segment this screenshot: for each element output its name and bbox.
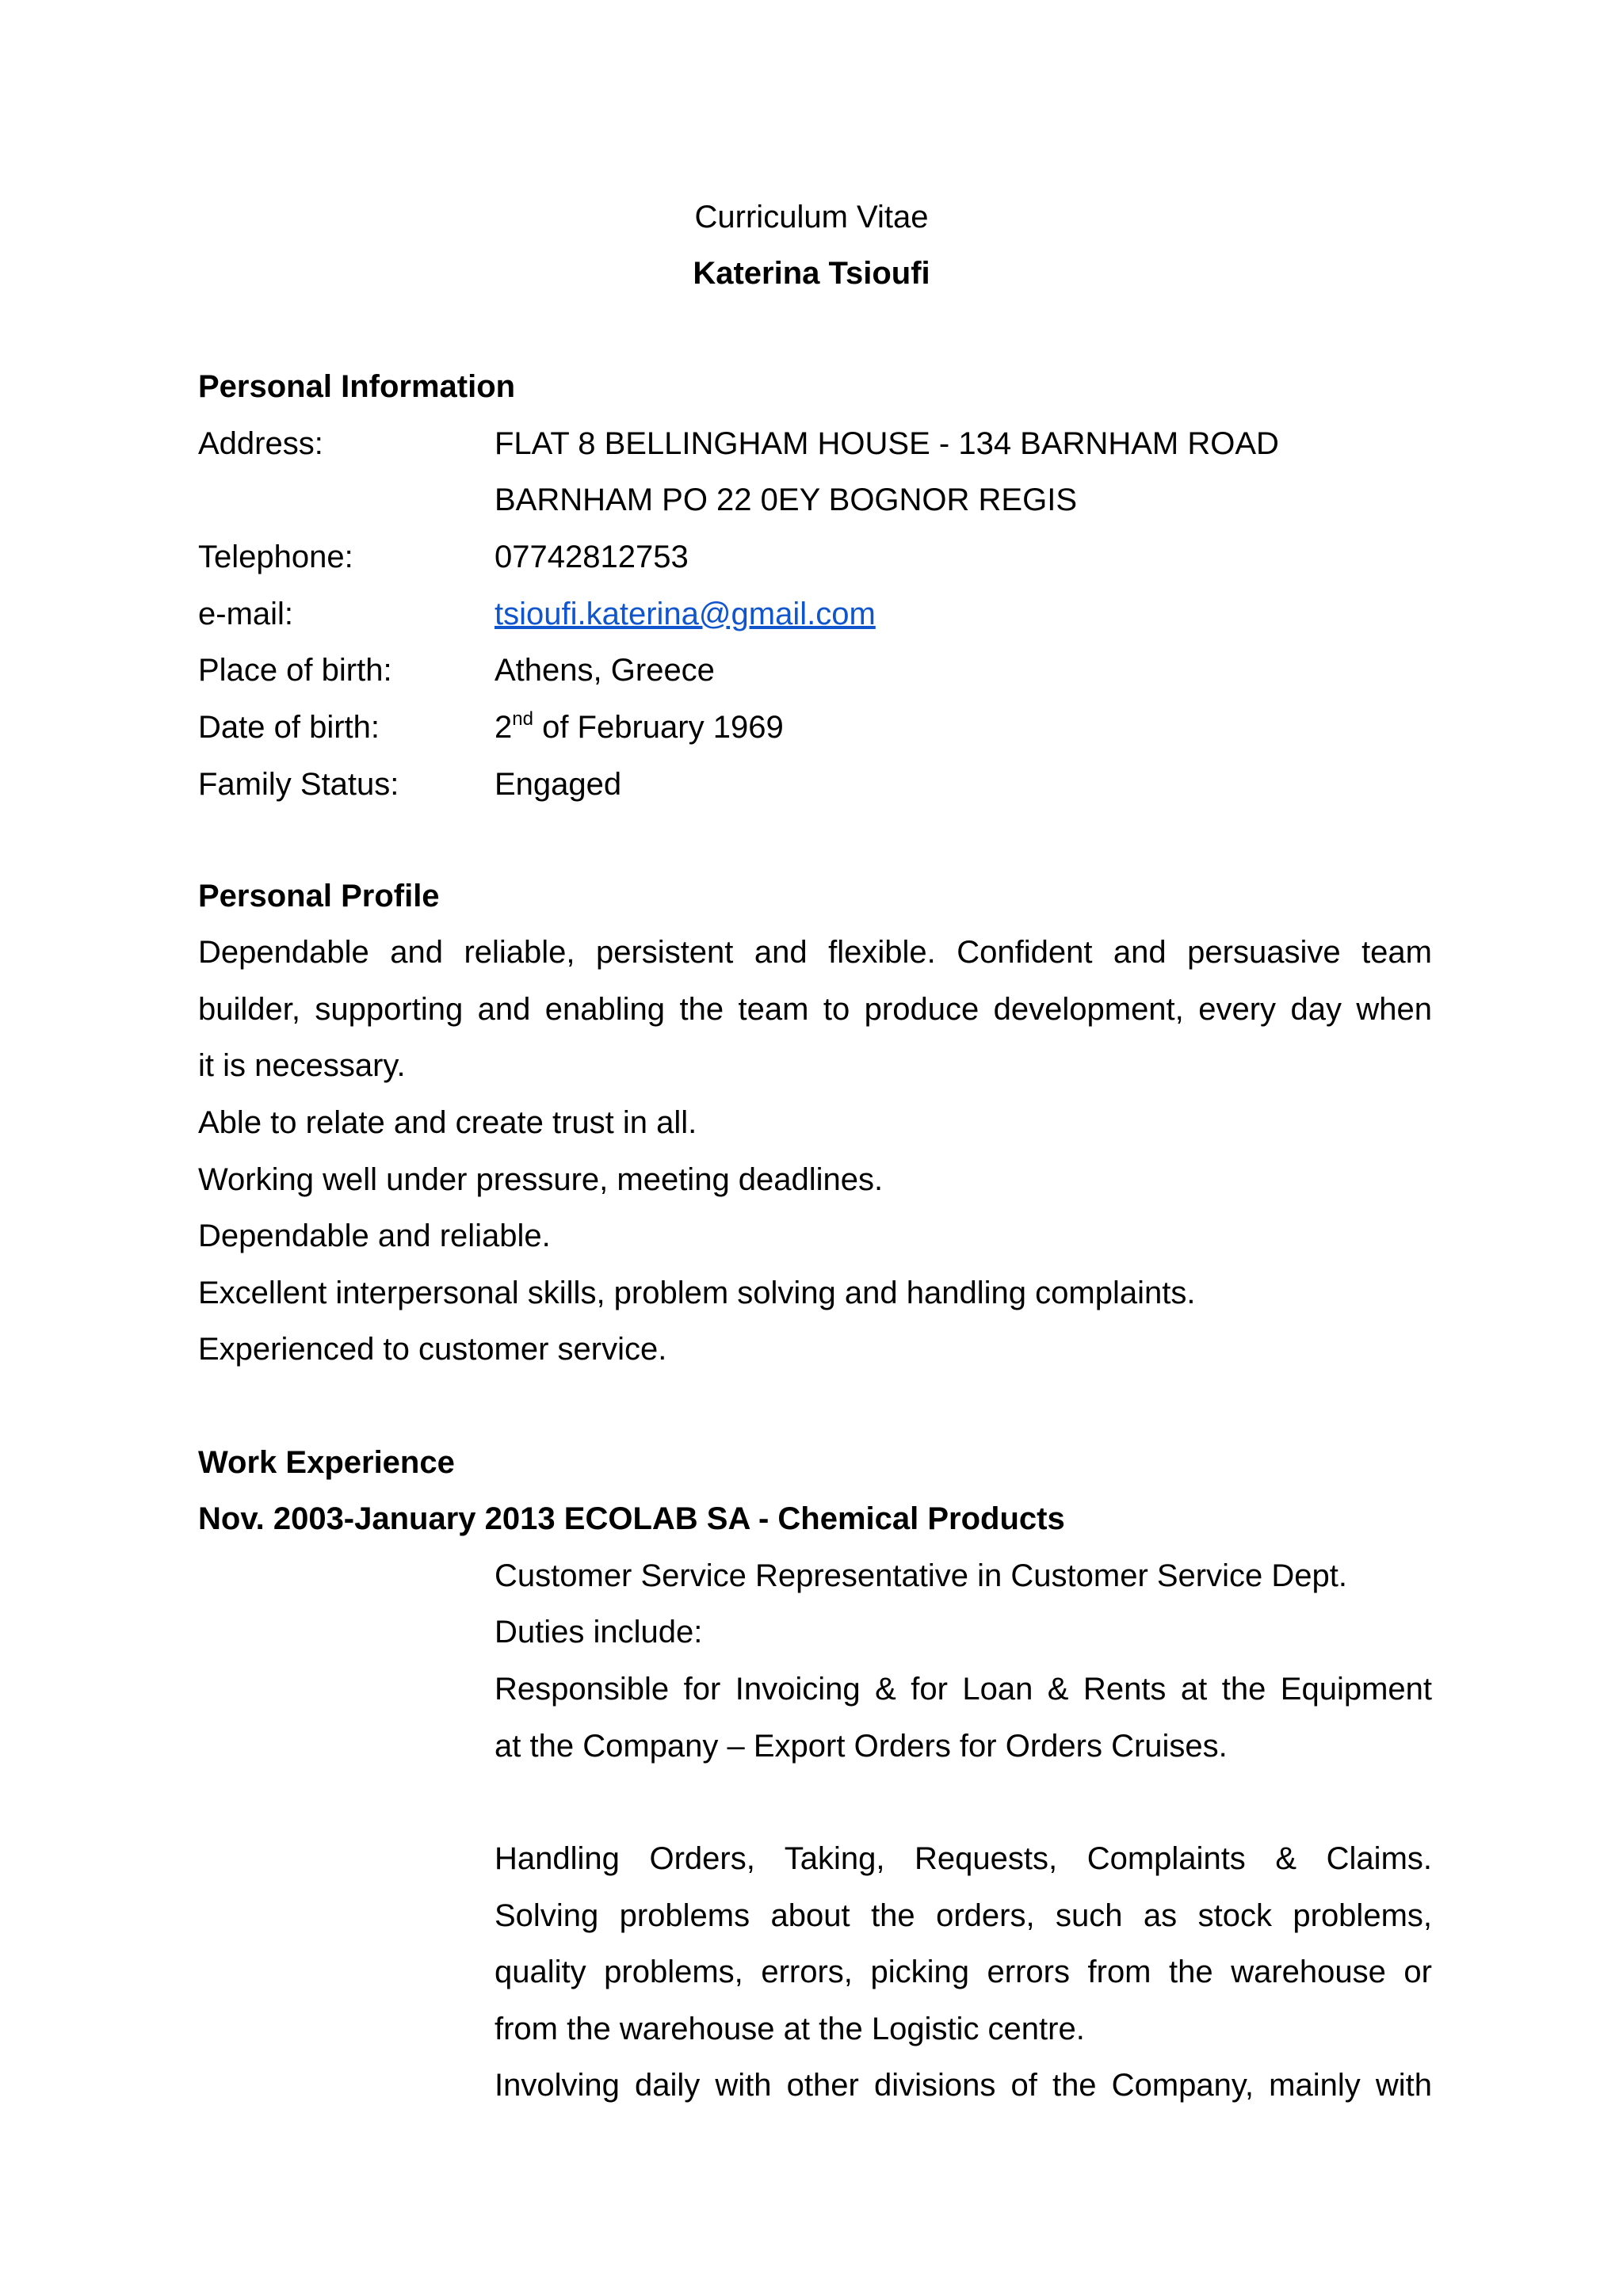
job-description-line: Responsible for Invoicing & for Loan & Rents at the Equipment	[495, 1672, 1432, 1707]
address-label: Address:	[198, 426, 323, 461]
job-description-line: Solving problems about the orders, such as stock problems,	[495, 1898, 1432, 1933]
date-of-birth-ordinal: nd	[512, 708, 533, 730]
profile-line: Experienced to customer service.	[198, 1332, 667, 1367]
profile-line: Excellent interpersonal skills, problem solving and handling complaints.	[198, 1276, 1196, 1310]
telephone-label: Telephone:	[198, 540, 353, 574]
profile-line: it is necessary.	[198, 1048, 406, 1083]
email-link[interactable]: tsioufi.katerina@gmail.com	[495, 597, 876, 631]
profile-line: Working well under pressure, meeting deadlines.	[198, 1162, 884, 1197]
date-of-birth-value	[495, 708, 784, 746]
place-of-birth-value: Athens, Greece	[495, 653, 715, 688]
job-description-line: Customer Service Representative in Customer Service Dept.	[495, 1558, 1347, 1593]
telephone-value: 07742812753	[495, 540, 689, 574]
job-description-line: Handling Orders, Taking, Requests, Complaints & Claims.	[495, 1841, 1432, 1876]
job-description-line: from the warehouse at the Logistic centre.	[495, 2012, 1085, 2046]
document-title: Curriculum Vitae	[694, 200, 929, 235]
family-status-value: Engaged	[495, 767, 622, 802]
profile-line: Able to relate and create trust in all.	[198, 1105, 697, 1140]
date-of-birth-day: 2	[495, 710, 513, 745]
email-label: e-mail:	[198, 597, 294, 631]
job-description-line: Duties include:	[495, 1615, 703, 1650]
personal-profile-heading: Personal Profile	[198, 879, 440, 913]
work-experience-heading: Work Experience	[198, 1445, 455, 1480]
job-description-line: Involving daily with other divisions of the Company, mainly with	[495, 2068, 1432, 2103]
profile-line: Dependable and reliable, persistent and flexible. Confident and persuasive team	[198, 935, 1432, 970]
personal-information-heading: Personal Information	[198, 369, 516, 404]
address-line-1: FLAT 8 BELLINGHAM HOUSE - 134 BARNHAM ROAD	[495, 426, 1279, 461]
job-description-line: at the Company – Export Orders for Orders Cruises.	[495, 1729, 1228, 1764]
address-line-2: BARNHAM PO 22 0EY BOGNOR REGIS	[495, 482, 1078, 517]
profile-line: builder, supporting and enabling the team to produce development, every day when	[198, 992, 1432, 1027]
job-description-line: quality problems, errors, picking errors from the warehouse or	[495, 1955, 1432, 1989]
job-title: Nov. 2003-January 2013 ECOLAB SA - Chemical Products	[198, 1501, 1065, 1536]
date-of-birth-label: Date of birth:	[198, 710, 380, 745]
family-status-label: Family Status:	[198, 767, 399, 802]
date-of-birth-rest: of February 1969	[533, 710, 784, 745]
candidate-name: Katerina Tsioufi	[693, 256, 930, 291]
profile-line: Dependable and reliable.	[198, 1219, 551, 1253]
place-of-birth-label: Place of birth:	[198, 653, 392, 688]
